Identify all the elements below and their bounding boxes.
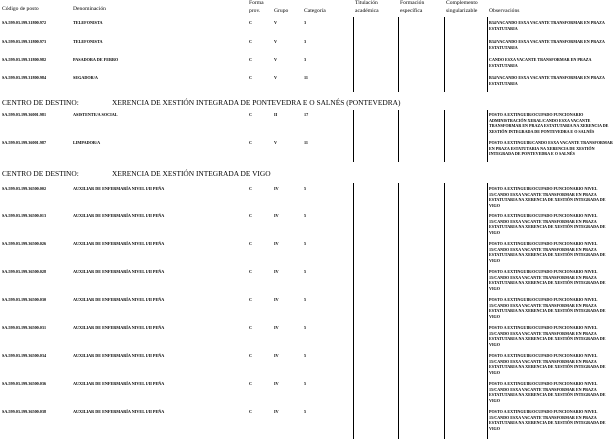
- row-forma: C: [249, 269, 253, 274]
- row-denomination: AUXILIAR DE ENFERMARÍA NIVEL I/II PEÑA: [73, 297, 165, 302]
- row-forma: C: [249, 20, 253, 25]
- row-code: SA.599.03.199.36500.038: [2, 409, 47, 414]
- row-grupo: IV: [274, 269, 279, 274]
- col-header-forma: Forma: [249, 0, 264, 6]
- col-divider: [353, 110, 354, 162]
- row-categoria: 5: [304, 325, 307, 330]
- row-forma: C: [249, 186, 253, 191]
- row-code: SA.599.03.199.36500.026: [2, 241, 47, 246]
- row-denomination: AUXILIAR DE ENFERMARÍA NIVEL I/II PEÑA: [73, 353, 165, 358]
- col-header-categoria: Categoría: [304, 8, 326, 14]
- row-code: SA.599.03.199.36001.981: [2, 112, 47, 117]
- row-grupo: IV: [274, 353, 279, 358]
- row-denomination: LIMPADOR/A: [73, 140, 101, 145]
- col-divider: [398, 183, 399, 439]
- row-categoria: 5: [304, 381, 307, 386]
- row-denomination: TELEFONISTA: [73, 39, 103, 44]
- row-denomination: PASADORA DE FERRO: [73, 57, 119, 62]
- col-header-complemento-1: Complemento: [446, 0, 478, 6]
- row-code: SA.599.03.199.36500.034: [2, 353, 47, 358]
- row-denomination: AUXILIAR DE ENFERMARÍA NIVEL I/II PEÑA: [73, 186, 165, 191]
- row-categoria: 5: [304, 297, 307, 302]
- row-denomination: AUXILIAR DE ENFERMARÍA NIVEL I/II PEÑA: [73, 269, 165, 274]
- row-observacions: POSTO A EXTINGUIR/CANDO ESXA VACANTE TRANSFORMAR EN PRAZA ESTATUTARIA NA XERENCIA DE XESTIÓN INTEGRADA DE PONTEVEDRA E O SALNÉS: [489, 140, 613, 157]
- col-divider: [353, 183, 354, 439]
- row-forma: C: [249, 112, 253, 117]
- section-destination: XERENCIA DE XESTIÓN INTEGRADA DE PONTEVEDRA E O SALNÉS (PONTEVEDRA): [112, 98, 401, 107]
- row-categoria: 3: [304, 39, 307, 44]
- section-label: CENTRO DE DESTINO:: [2, 98, 79, 107]
- col-header-titulacion-1: Titulación: [355, 0, 378, 6]
- row-forma: C: [249, 57, 253, 62]
- row-observacions: POSTO A EXTINGUIR/OCUPADO FUNCIONARIO NIVEL 15/CANDO ESXA VACANTE TRANSFORMAR EN PRAZA ESTATUTARIA NA XERENCIA DE XESTIÓN INTEGRADA DE VIGO: [489, 241, 606, 263]
- col-header-titulacion-2: académica: [355, 8, 379, 14]
- row-forma: C: [249, 409, 253, 414]
- row-categoria: 5: [304, 409, 307, 414]
- col-header-observacions: Observacións: [489, 8, 520, 14]
- row-grupo: IV: [274, 381, 279, 386]
- row-forma: C: [249, 39, 253, 44]
- row-denomination: AUXILIAR DE ENFERMARÍA NIVEL I/II PEÑA: [73, 381, 165, 386]
- row-categoria: 5: [304, 241, 307, 246]
- col-header-complemento-2: singularizable: [446, 8, 478, 14]
- row-code: SA.599.03.199.36500.013: [2, 213, 47, 218]
- row-forma: C: [249, 75, 253, 80]
- row-observacions: B34/VACANDO ESXA VACANTE TRANSFORMAR EN PRAZA ESTATUTARIA: [489, 75, 605, 86]
- row-categoria: 5: [304, 353, 307, 358]
- row-observacions: POSTO A EXTINGUIR/OCUPADO FUNCIONARIO NIVEL 15/CANDO ESXA VACANTE TRANSFORMAR EN PRAZA ESTATUTARIA NA XERENCIA DE XESTIÓN INTEGRADA DE VIGO: [489, 325, 606, 347]
- col-divider: [444, 183, 445, 439]
- row-code: SA.599.03.199.31800.973: [2, 39, 47, 44]
- col-divider: [487, 110, 488, 162]
- row-code: SA.599.03.199.31800.982: [2, 57, 47, 62]
- row-code: SA.599.03.199.36500.028: [2, 269, 47, 274]
- row-code: SA.599.03.199.31800.972: [2, 20, 47, 25]
- col-header-prov: prov.: [249, 8, 261, 14]
- row-forma: C: [249, 140, 253, 145]
- row-grupo: V: [274, 20, 278, 25]
- section-label: CENTRO DE DESTINO:: [2, 169, 79, 178]
- col-divider: [398, 17, 399, 92]
- row-code: SA.599.03.199.36500.036: [2, 381, 47, 386]
- row-observacions: POSTO A EXTINGUIR/OCUPADO FUNCIONARIO NIVEL 15/CANDO ESXA VACANTE TRANSFORMAR EN PRAZA ESTATUTARIA NA XERENCIA DE XESTIÓN INTEGRADA DE VIGO: [489, 353, 606, 375]
- row-code: SA.599.03.199.31800.984: [2, 75, 47, 80]
- row-categoria: 11: [304, 75, 308, 80]
- row-grupo: V: [274, 140, 278, 145]
- row-denomination: AUXILIAR DE ENFERMARÍA NIVEL I/II PEÑA: [73, 325, 165, 330]
- row-forma: C: [249, 241, 253, 246]
- col-divider: [353, 17, 354, 92]
- row-observacions: B34/VACANDO ESXA VACANTE TRANSFORMAR EN PRAZA ESTATUTARIA: [489, 39, 605, 50]
- col-header-grupo: Grupo: [274, 8, 289, 14]
- row-observacions: POSTO A EXTINGUIR/OCUPADO FUNCIONARIO NIVEL 15/CANDO ESXA VACANTE TRANSFORMAR EN PRAZA ESTATUTARIA NA XERENCIA DE XESTIÓN INTEGRADA DE VIGO: [489, 269, 606, 291]
- row-denomination: SEGADOR/A: [73, 75, 98, 80]
- row-categoria: 5: [304, 269, 307, 274]
- row-categoria: 5: [304, 186, 307, 191]
- col-header-formacion-1: Formación: [400, 0, 425, 6]
- col-divider: [487, 17, 488, 92]
- row-denomination: AUXILIAR DE ENFERMARÍA NIVEL I/II PEÑA: [73, 213, 165, 218]
- col-divider: [444, 17, 445, 92]
- row-denomination: AUXILIAR DE ENFERMARÍA NIVEL I/II PEÑA: [73, 241, 165, 246]
- row-grupo: IV: [274, 186, 279, 191]
- row-forma: C: [249, 325, 253, 330]
- row-observacions: POSTO A EXTINGUIR/OCUPADO FUNCIONARIO NIVEL 15/CANDO ESXA VACANTE TRANSFORMAR EN PRAZA ESTATUTARIA NA XERENCIA DE XESTIÓN INTEGRADA DE VIGO: [489, 409, 606, 431]
- row-categoria: 5: [304, 213, 307, 218]
- row-code: SA.599.03.199.36001.987: [2, 140, 47, 145]
- row-grupo: IV: [274, 297, 279, 302]
- row-grupo: IV: [274, 325, 279, 330]
- col-header-denominacion: Denominación: [73, 6, 106, 12]
- row-forma: C: [249, 213, 253, 218]
- row-denomination: AUXILIAR DE ENFERMARÍA NIVEL I/II PEÑA: [73, 409, 165, 414]
- row-grupo: IV: [274, 409, 279, 414]
- col-divider: [398, 110, 399, 162]
- row-forma: C: [249, 381, 253, 386]
- row-denomination: ASISTENTE/A SOCIAL: [73, 112, 118, 117]
- row-observacions: B34/VACANDO ESXA VACANTE TRANSFORMAR EN PRAZA ESTATUTARIA: [489, 20, 605, 31]
- row-categoria: 3: [304, 57, 307, 62]
- row-grupo: V: [274, 57, 278, 62]
- row-observacions: POSTO A EXTINGUIR/OCUPADO FUNCIONARIO NIVEL 15/CANDO ESXA VACANTE TRANSFORMAR EN PRAZA ESTATUTARIA NA XERENCIA DE XESTIÓN INTEGRADA DE VIGO: [489, 186, 606, 208]
- row-code: SA.599.03.199.36500.030: [2, 297, 47, 302]
- row-observacions: POSTO A EXTINGUIR/OCUPADO FUNCIONARIO NIVEL 15/CANDO ESXA VACANTE TRANSFORMAR EN PRAZA ESTATUTARIA NA XERENCIA DE XESTIÓN INTEGRADA DE VIGO: [489, 381, 606, 403]
- col-header-codigo: Código de posto: [2, 6, 39, 12]
- row-observacions: POSTO A EXTINGUIR/OCUPADO FUNCIONARIO ADMINISTRACIÓN XERAL/CANDO ESXA VACANTE TRANSFORMAR EN PRAZA ESTATUTARIA NA XERENCIA DE XESTIÓN INTEGRADA DE PONTEVEDRA E O SALNÉS: [489, 112, 609, 134]
- row-categoria: 11: [304, 140, 308, 145]
- col-divider: [487, 183, 488, 439]
- row-grupo: V: [274, 39, 278, 44]
- row-grupo: V: [274, 75, 278, 80]
- row-forma: C: [249, 353, 253, 358]
- col-header-formacion-2: específica: [400, 8, 423, 14]
- row-grupo: IV: [274, 213, 279, 218]
- row-forma: C: [249, 297, 253, 302]
- row-observacions: CANDO ESXA VACANTE TRANSFORMAR EN PRAZA ESTATUTARIA: [489, 57, 592, 68]
- section-destination: XERENCIA DE XESTIÓN INTEGRADA DE VIGO: [112, 169, 271, 178]
- col-divider: [444, 110, 445, 162]
- section-heading-pontevedra: [2, 98, 401, 107]
- row-code: SA.599.03.199.36500.031: [2, 325, 47, 330]
- row-observacions: POSTO A EXTINGUIR/OCUPADO FUNCIONARIO NIVEL 15/CANDO ESXA VACANTE TRANSFORMAR EN PRAZA ESTATUTARIA NA XERENCIA DE XESTIÓN INTEGRADA DE VIGO: [489, 213, 606, 235]
- row-grupo: II: [274, 112, 278, 117]
- row-denomination: TELEFONISTA: [73, 20, 103, 25]
- row-categoria: 17: [304, 112, 309, 117]
- row-categoria: 3: [304, 20, 307, 25]
- row-observacions: POSTO A EXTINGUIR/OCUPADO FUNCIONARIO NIVEL 15/CANDO ESXA VACANTE TRANSFORMAR EN PRAZA ESTATUTARIA NA XERENCIA DE XESTIÓN INTEGRADA DE VIGO: [489, 297, 606, 319]
- row-grupo: IV: [274, 241, 279, 246]
- row-code: SA.599.03.199.36500.002: [2, 186, 47, 191]
- section-heading-vigo: [2, 169, 271, 178]
